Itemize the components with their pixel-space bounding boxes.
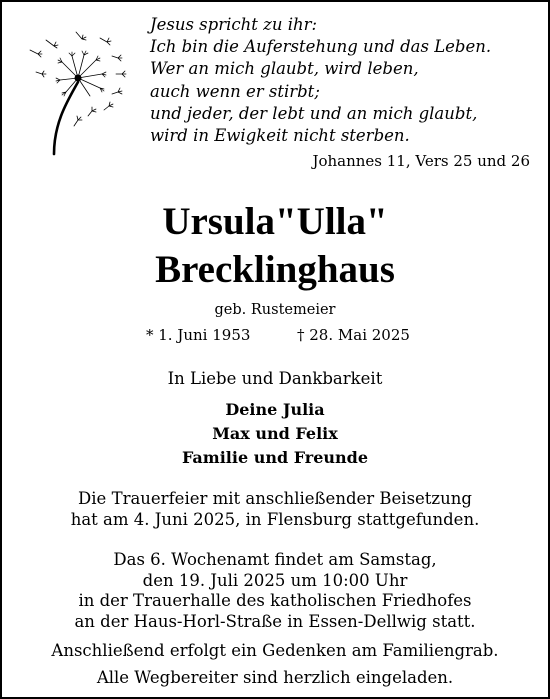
verse-line: wird in Ewigkeit nicht sterben.	[150, 126, 410, 146]
mass-line: Das 6. Wochenamt findet am Samstag,	[113, 550, 437, 569]
funeral-line: Die Trauerfeier mit anschließender Beisetzung	[78, 489, 472, 508]
deceased-first-name: Ursula"Ulla"	[162, 200, 388, 243]
dandelion-icon	[16, 22, 136, 157]
mourners-intro: In Liebe und Dankbarkeit	[167, 369, 383, 388]
birth-date: * 1. Juni 1953	[146, 326, 251, 344]
deceased-name	[2, 198, 548, 294]
mourner-name: Deine Julia	[225, 400, 325, 419]
memorial-mass-info	[2, 550, 548, 632]
death-date: † 28. Mai 2025	[297, 326, 410, 344]
mass-line: den 19. Juli 2025 um 10:00 Uhr	[142, 570, 408, 590]
birth-name: geb. Rustemeier	[214, 302, 336, 318]
invitation-note: Alle Wegbereiter sind herzlich eingeladen.	[96, 668, 454, 687]
verse-line: Jesus spricht zu ihr:	[150, 15, 318, 34]
verse-line: und jeder, der lebt und an mich glaubt,	[150, 103, 478, 123]
verse-line: Wer an mich glaubt, wird leben,	[150, 59, 419, 79]
mass-line: in der Trauerhalle des katholischen Friedhofes	[78, 591, 472, 610]
deceased-last-name: Brecklinghaus	[155, 248, 395, 291]
verse-line: auch wenn er stirbt;	[150, 81, 320, 101]
bible-verse	[150, 14, 540, 147]
mourner-name: Max und Felix	[212, 424, 338, 443]
mass-line: an der Haus-Horl-Straße in Essen-Dellwig statt.	[74, 611, 476, 631]
verse-source: Johannes 11, Vers 25 und 26	[312, 152, 530, 170]
mourner-name: Familie und Freunde	[181, 448, 369, 467]
funeral-info	[2, 489, 548, 530]
remembrance-note: Anschließend erfolgt ein Gedenken am Familiengrab.	[51, 641, 499, 660]
funeral-line: hat am 4. Juni 2025, in Flensburg stattgefunden.	[70, 509, 480, 529]
verse-line: Ich bin die Auferstehung und das Leben.	[150, 37, 492, 57]
